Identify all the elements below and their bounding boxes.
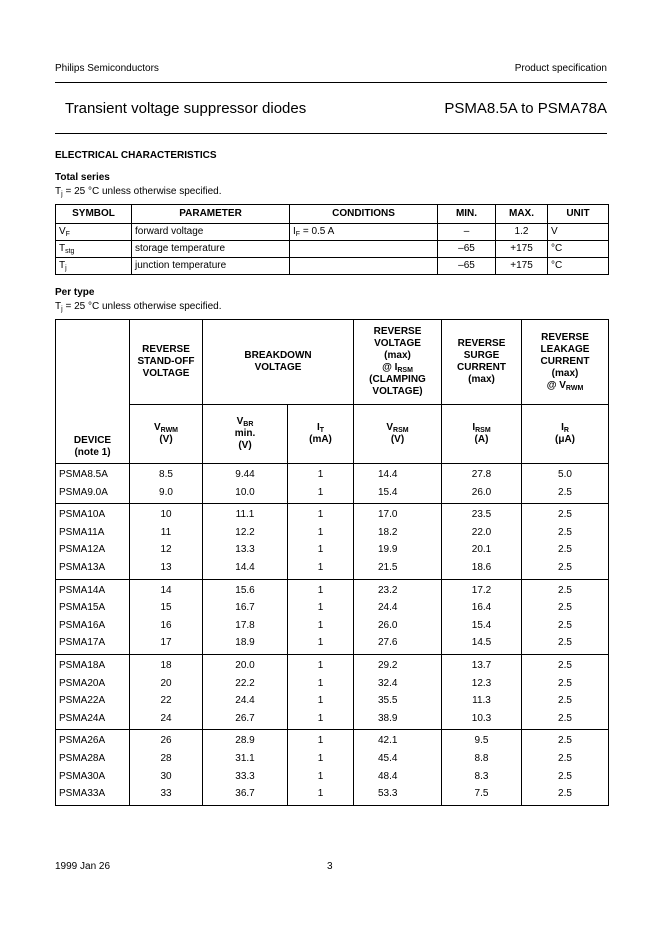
cell-value: 8.5 — [159, 469, 173, 480]
cell-value: 14.5 — [471, 637, 492, 649]
cell-value: 18 — [160, 659, 172, 671]
cell-value: 45.4 — [378, 752, 398, 764]
cell-value: 2.5 — [558, 486, 572, 498]
cell-value: 1 — [317, 544, 324, 556]
cell-value: 2.5 — [558, 602, 572, 614]
cell-value: 20.1 — [471, 544, 492, 556]
cell-value: 1 — [317, 619, 324, 631]
cell-ir — [522, 730, 609, 805]
cell-unit: °C — [548, 258, 609, 275]
table-row-group — [56, 504, 609, 579]
col-min: MIN. — [438, 205, 496, 224]
cell-value: 24.4 — [235, 695, 255, 707]
cell-device — [56, 579, 130, 654]
cell-value: 22 — [160, 695, 172, 707]
cell-value: 2.5 — [558, 659, 572, 671]
total-series-table — [55, 204, 609, 275]
cell-it — [288, 579, 354, 654]
cell-value: 2.5 — [558, 752, 572, 764]
per-type-heading: Per type — [55, 287, 95, 298]
cell-value: 16 — [160, 619, 172, 631]
unit-vrwm: $V_{RWM}$ (V) — [130, 405, 203, 464]
cell-value: 2.5 — [558, 561, 572, 573]
cell-value: 28.9 — [235, 735, 255, 747]
cell-value: 30 — [160, 770, 172, 782]
cell-value: 16.4 — [471, 602, 492, 614]
col-surge-current: REVERSE SURGE CURRENT (max) — [442, 320, 522, 405]
cell-max: 1.2 — [496, 224, 548, 241]
cell-parameter: forward voltage — [132, 224, 290, 241]
cell-value: PSMA33A — [59, 788, 106, 800]
cell-value: 26 — [160, 735, 172, 747]
cell-value: 11 — [160, 526, 172, 538]
cell-value: 32.4 — [378, 677, 398, 689]
cell-value: 17.0 — [378, 509, 398, 521]
cell-value: PSMA11A — [59, 526, 105, 538]
cell-value: 22.0 — [471, 526, 492, 538]
header-doc-type: Product specification — [514, 63, 607, 74]
col-device: DEVICE (note 1) — [56, 320, 130, 464]
cell-value: 9.44 — [235, 469, 255, 480]
cell-value: 1 — [317, 584, 324, 596]
col-leakage-current: REVERSE LEAKAGE CURRENT (max) @ $V_{RWM}$ — [522, 320, 609, 405]
cell-value: PSMA9.0A — [59, 486, 108, 498]
cell-vrwm — [130, 504, 203, 579]
col-max: MAX. — [496, 205, 548, 224]
unit-vrsm: $V_{RSM}$ (V) — [354, 405, 442, 464]
cell-value: 1 — [317, 695, 324, 707]
cell-irsm — [442, 654, 522, 729]
cell-value: 7.5 — [474, 788, 489, 800]
cell-value: 17.8 — [235, 619, 255, 631]
cell-value: 2.5 — [558, 584, 572, 596]
cell-irsm — [442, 730, 522, 805]
cell-value: 26.0 — [471, 486, 492, 498]
document-title: Transient voltage suppressor diodes — [65, 100, 307, 117]
cell-value: PSMA12A — [59, 544, 106, 556]
cell-value: 15.4 — [378, 486, 398, 498]
cell-ir — [522, 654, 609, 729]
cell-value: 36.7 — [235, 788, 255, 800]
cell-value: 11.1 — [235, 509, 255, 521]
cell-value: 31.1 — [235, 752, 255, 764]
cell-vrsm — [354, 504, 442, 579]
table-row — [56, 241, 609, 258]
cell-vrwm — [130, 730, 203, 805]
cell-irsm — [442, 579, 522, 654]
cell-symbol: $T_j$ — [56, 258, 132, 275]
cell-irsm — [442, 504, 522, 579]
cell-value: 2.5 — [558, 526, 572, 538]
cell-max: +175 — [496, 258, 548, 275]
cell-value: PSMA28A — [59, 752, 106, 764]
product-range: PSMA8.5A to PSMA78A — [444, 100, 607, 117]
cell-value: 10 — [160, 509, 172, 521]
cell-vbr — [203, 504, 288, 579]
cell-value: 1 — [317, 659, 324, 671]
cell-value: 2.5 — [558, 770, 572, 782]
cell-value: 1 — [317, 486, 324, 498]
cell-value: 15.4 — [471, 619, 492, 631]
cell-unit: V — [548, 224, 609, 241]
cell-vrsm — [354, 464, 442, 504]
cell-value: 26.0 — [378, 619, 398, 631]
cell-value: 12.3 — [471, 677, 492, 689]
cell-min: –65 — [438, 258, 496, 275]
cell-value: 19.9 — [378, 544, 398, 556]
per-type-table — [55, 319, 609, 806]
cell-value: 2.5 — [558, 677, 572, 689]
cell-value: 26.7 — [235, 712, 255, 724]
cell-value: PSMA26A — [59, 735, 106, 747]
cell-value: 1 — [317, 735, 324, 747]
col-breakdown-voltage: BREAKDOWN VOLTAGE — [203, 320, 354, 405]
page-number: 3 — [327, 861, 333, 872]
unit-ir: $I_R$ (μA) — [522, 405, 609, 464]
cell-value: 17 — [160, 637, 172, 649]
cell-value: 1 — [317, 602, 324, 614]
cell-value: 23.2 — [378, 584, 398, 596]
table-row-group — [56, 730, 609, 805]
section-heading: ELECTRICAL CHARACTERISTICS — [55, 150, 217, 161]
cell-min: – — [438, 224, 496, 241]
cell-it — [288, 730, 354, 805]
cell-ir — [522, 464, 609, 504]
cell-value: 20.0 — [235, 659, 255, 671]
cell-value: PSMA18A — [59, 659, 106, 671]
cell-value: PSMA22A — [59, 695, 106, 707]
cell-value: 20 — [160, 677, 172, 689]
cell-value: 23.5 — [471, 509, 492, 521]
cell-value: 27.8 — [471, 469, 492, 480]
cell-value: 1 — [317, 770, 324, 782]
cell-value: 42.1 — [378, 735, 398, 747]
cell-vrwm — [130, 579, 203, 654]
cell-value: 12.2 — [235, 526, 255, 538]
cell-vrwm — [130, 654, 203, 729]
cell-value: 18.6 — [471, 561, 492, 573]
cell-value: 2.5 — [558, 544, 572, 556]
cell-value: PSMA10A — [59, 509, 106, 521]
cell-max: +175 — [496, 241, 548, 258]
cell-value: 22.2 — [235, 677, 255, 689]
cell-conditions: $I_F = 0.5$ A — [290, 224, 438, 241]
cell-value: 1 — [317, 712, 324, 724]
table-row-group — [56, 464, 609, 504]
cell-value: 18.9 — [235, 637, 255, 649]
cell-vrwm — [130, 464, 203, 504]
cell-value: 13.3 — [235, 544, 255, 556]
cell-value: 9.0 — [159, 486, 173, 498]
cell-value: 16.7 — [235, 602, 255, 614]
cell-value: PSMA16A — [59, 619, 106, 631]
cell-ir — [522, 504, 609, 579]
cell-value: 14.4 — [378, 469, 398, 480]
table-units-row — [56, 405, 609, 464]
cell-value: 53.3 — [378, 788, 398, 800]
cell-value: PSMA8.5A — [59, 469, 108, 480]
cell-it — [288, 464, 354, 504]
cell-value: 2.5 — [558, 619, 572, 631]
table-row — [56, 224, 609, 241]
cell-value: 29.2 — [378, 659, 398, 671]
cell-value: PSMA30A — [59, 770, 106, 782]
cell-value: 13.7 — [471, 659, 492, 671]
cell-value: 38.9 — [378, 712, 398, 724]
cell-device — [56, 464, 130, 504]
cell-it — [288, 654, 354, 729]
cell-vrsm — [354, 579, 442, 654]
cell-symbol: $T_{stg}$ — [56, 241, 132, 258]
cell-value: 35.5 — [378, 695, 398, 707]
footer-date: 1999 Jan 26 — [55, 861, 111, 872]
cell-value: 15.6 — [235, 584, 255, 596]
cell-value: 1 — [317, 637, 324, 649]
cell-value: 15 — [160, 602, 172, 614]
unit-irsm: $I_{RSM}$ (A) — [442, 405, 522, 464]
cell-value: 8.8 — [474, 752, 489, 764]
table-header-row — [56, 205, 609, 224]
cell-value: 18.2 — [378, 526, 398, 538]
cell-value: 24 — [160, 712, 172, 724]
cell-value: 2.5 — [558, 788, 572, 800]
cell-value: 2.5 — [558, 735, 572, 747]
cell-value: PSMA20A — [59, 677, 106, 689]
cell-device — [56, 654, 130, 729]
unit-it: $I_T$ (mA) — [288, 405, 354, 464]
col-symbol: SYMBOL — [56, 205, 132, 224]
unit-vbr: $V_{BR}$ min. (V) — [203, 405, 288, 464]
cell-parameter: storage temperature — [132, 241, 290, 258]
cell-value: 24.4 — [378, 602, 398, 614]
col-standoff-voltage: REVERSE STAND-OFF VOLTAGE — [130, 320, 203, 405]
cell-device — [56, 730, 130, 805]
cell-value: 17.2 — [471, 584, 492, 596]
cell-min: –65 — [438, 241, 496, 258]
cell-value: 2.5 — [558, 695, 572, 707]
cell-vrsm — [354, 654, 442, 729]
cell-vbr — [203, 730, 288, 805]
cell-value: 28 — [160, 752, 172, 764]
header-rule — [55, 82, 607, 83]
cell-value: 1 — [317, 509, 324, 521]
total-series-heading: Total series — [55, 172, 110, 183]
cell-value: 2.5 — [558, 637, 572, 649]
col-unit: UNIT — [548, 205, 609, 224]
cell-ir — [522, 579, 609, 654]
cell-value: PSMA15A — [59, 602, 106, 614]
table-header-row — [56, 320, 609, 405]
cell-value: 12 — [160, 544, 172, 556]
cell-value: 14 — [160, 584, 172, 596]
cell-vbr — [203, 654, 288, 729]
cell-value: 9.5 — [474, 735, 489, 747]
cell-value: 10.0 — [235, 486, 255, 498]
cell-value: PSMA13A — [59, 561, 106, 573]
cell-parameter: junction temperature — [132, 258, 290, 275]
col-conditions: CONDITIONS — [290, 205, 438, 224]
header-company: Philips Semiconductors — [55, 63, 159, 74]
cell-value: 2.5 — [558, 712, 572, 724]
cell-value: PSMA14A — [59, 584, 106, 596]
cell-value: 5.0 — [558, 469, 572, 480]
cell-value: 1 — [317, 788, 324, 800]
cell-conditions — [290, 258, 438, 275]
cell-value: 13 — [160, 561, 172, 573]
cell-value: 11.3 — [472, 695, 491, 707]
cell-value: 10.3 — [471, 712, 492, 724]
cell-vbr — [203, 464, 288, 504]
per-type-condition: $T_j = 25$ °C unless otherwise specified. — [55, 301, 222, 313]
cell-conditions — [290, 241, 438, 258]
title-rule — [55, 133, 607, 134]
col-clamping-voltage: REVERSE VOLTAGE (max) @ $I_{RSM}$ (CLAMPING VOLTAGE) — [354, 320, 442, 405]
cell-vbr — [203, 579, 288, 654]
cell-value: PSMA17A — [59, 637, 106, 649]
cell-symbol: $V_F$ — [56, 224, 132, 241]
cell-value: PSMA24A — [59, 712, 106, 724]
cell-vrsm — [354, 730, 442, 805]
cell-it — [288, 504, 354, 579]
cell-value: 1 — [317, 752, 324, 764]
cell-unit: °C — [548, 241, 609, 258]
cell-value: 33.3 — [235, 770, 255, 782]
cell-value: 21.5 — [378, 561, 398, 573]
cell-value: 33 — [160, 788, 172, 800]
table-row-group — [56, 579, 609, 654]
cell-irsm — [442, 464, 522, 504]
cell-value: 1 — [317, 677, 324, 689]
cell-value: 48.4 — [378, 770, 398, 782]
cell-device — [56, 504, 130, 579]
cell-value: 2.5 — [558, 509, 572, 521]
cell-value: 1 — [317, 561, 324, 573]
cell-value: 27.6 — [378, 637, 398, 649]
cell-value: 1 — [317, 469, 324, 480]
cell-value: 8.3 — [474, 770, 489, 782]
cell-value: 1 — [317, 526, 324, 538]
table-row-group — [56, 654, 609, 729]
total-series-condition: $T_j = 25$ °C unless otherwise specified. — [55, 186, 222, 198]
cell-value: 14.4 — [235, 561, 255, 573]
col-parameter: PARAMETER — [132, 205, 290, 224]
table-row — [56, 258, 609, 275]
